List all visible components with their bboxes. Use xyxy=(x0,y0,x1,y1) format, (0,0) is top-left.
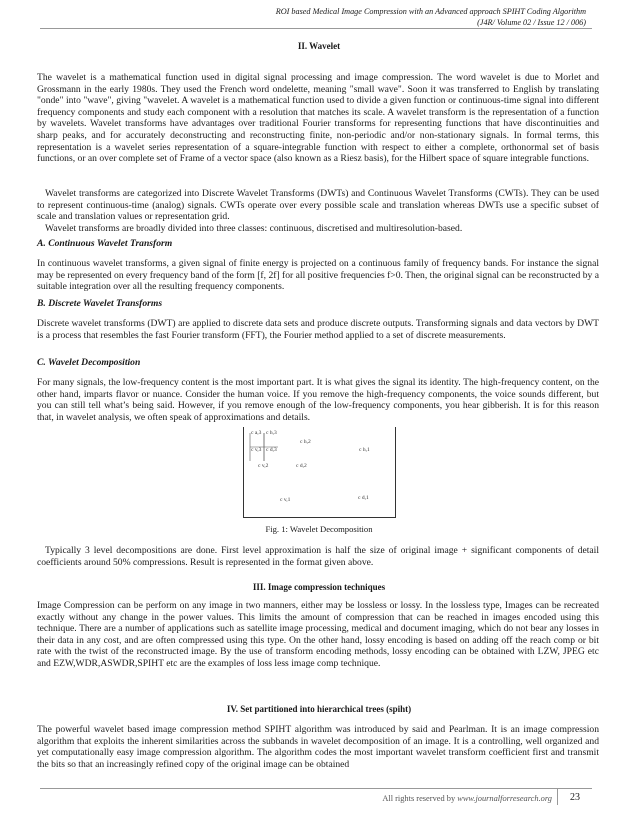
paragraph-continuous: In continuous wavelet transforms, a given signal of finite energy is projected on a continuous family of frequency bands. For instance the signal may be represented on every frequency band of the form [f, 2f] for all positive frequencies f>0. Then, the original signal can be reconstructed by a suitable integration over all the resulting frequency components. xyxy=(37,258,599,293)
paragraph-wavelet-classes: Wavelet transforms are broadly divided into three classes: continuous, discretised and multiresolution-based. xyxy=(45,223,463,234)
label-h1: c h,1 xyxy=(359,447,370,453)
section-heading-wavelet: II. Wavelet xyxy=(297,41,341,51)
label-v3: c v,3 xyxy=(251,447,262,453)
running-header xyxy=(276,6,586,28)
decomposition-grid xyxy=(244,427,395,517)
footer-rule xyxy=(40,788,592,789)
subsection-heading-b: B. Discrete Wavelet Transforms xyxy=(37,298,163,309)
paragraph-three-level: Typically 3 level decompositions are done. First level approximation is half the size of original image + significant components of detail coefficients around 50% compressions. Result is represented in the format given above. xyxy=(37,545,599,568)
label-v1: c v,1 xyxy=(280,497,291,503)
page-number: 23 xyxy=(557,789,592,805)
paragraph-discrete: Discrete wavelet transforms (DWT) are applied to discrete data sets and produce discrete outputs. Transforming signals and data vectors by DWT is a process that resembles the fast Fourier transform (FFT), the Fourier method applied to a set of discrete measurements. xyxy=(37,318,599,341)
label-v2: c v,2 xyxy=(258,463,269,469)
figure-caption: Fig. 1: Wavelet Decomposition xyxy=(265,524,373,534)
label-d2: c d,2 xyxy=(296,463,307,469)
journal-link[interactable]: www.journalforresearch.org xyxy=(457,794,552,803)
header-title: ROI based Medical Image Compression with an Advanced approach SPIHT Coding Algorithm xyxy=(275,7,586,16)
paragraph-wavelet-types: Wavelet transforms are categorized into Discrete Wavelet Transforms (DWTs) and Continuous Wavelet Transforms (CWTs). They can be used to represent continuous-time (analog) signals. CWTs operate over every possible scale and translation whereas DWTs use a specific subset of scale and translation values or representation grid. xyxy=(37,188,599,223)
section-heading-spiht: IV. Set partitioned into hierarchical trees (spiht) xyxy=(226,704,412,714)
section-heading-image-compression: III. Image compression techniques xyxy=(252,582,386,592)
paragraph-wavelet-intro: The wavelet is a mathematical function used in digital signal processing and image compression. The word wavelet is due to Morlet and Grossmann in the early 1980s. They used the French word ondelette, meaning "small wave". Soon it was transferred to English by translating "onde" into "wave", giving "wavelet. A wavelet is a mathematical function used to divide a given function or continuous-time signal into different frequency components and study each component with a resolution that matches its scale. A wavelet transform is the representation of a function by wavelets. Wavelet transforms have advantages over traditional Fourier transforms for representing functions that have discontinuities and sharp peaks, and for accurately deconstructing and reconstructing finite, non-periodic and/or non-stationary signals. In formal terms, this representation is a wavelet series representation of a square-integrable function with respect to either a complete, orthonormal set of basis functions, or an over complete set of Frame of a vector space (also known as a Riesz basis), for the Hilbert space of square integrable functions. xyxy=(37,72,599,165)
paragraph-compression: Image Compression can be perform on any image in two manners, either may be lossless or lossy. In the lossless type, Images can be recreated exactly without any change in the power values. This limits the amount of compression that can be reached in images encoded using this technique. There are a number of applications such as satellite image processing, medical and document imaging, which do not bear any losses in their data in any cost, and are often compressed using this type. On the other hand, lossy encoding is based on adding off the reach comp or bit rate with the twist of the reconstructed image. By the use of transform encoding methods, lossy encoding can be obtained with LZW, JPEG etc and EZW,WDR,ASWDR,SPIHT etc are the examples of loss less image comp technique. xyxy=(37,600,599,669)
header-issue: (J4R/ Volume 02 / Issue 12 / 006) xyxy=(477,18,586,27)
footer-rights xyxy=(382,794,552,803)
header-rule xyxy=(40,28,592,29)
label-a3: c a,3 xyxy=(251,430,262,436)
label-d3: c d,3 xyxy=(266,447,277,453)
wavelet-decomposition-figure xyxy=(243,427,396,518)
paragraph-spiht: The powerful wavelet based image compression method SPIHT algorithm was introduced by said and Pearlman. It is an image compression algorithm that exploits the inherent similarities across the subbands in wavelet decomposition of an image. It is a controlling, well organized and yet computationally easy image compression algorithm. The algorithm codes the most important wavelet transform coefficient first and transmit the bits so that an increasingly refined copy of the original image can be obtained xyxy=(37,724,599,770)
rights-text: All rights reserved by xyxy=(382,794,456,803)
label-h2: c h,2 xyxy=(300,439,311,445)
label-h3: c h,3 xyxy=(266,430,277,436)
subsection-heading-a: A. Continuous Wavelet Transform xyxy=(37,238,173,249)
subsection-heading-c: C. Wavelet Decomposition xyxy=(37,357,141,368)
paragraph-decomposition: For many signals, the low-frequency content is the most important part. It is what gives the signal its identity. The high-frequency content, on the other hand, imparts flavor or nuance. Consider the human voice. If you remove the high-frequency components, the voice sounds different, but you can still tell what’s being said. However, if you remove enough of the low-frequency components, you hear gibberish. It is for this reason that, in wavelet analysis, we often speak of approximations and details. xyxy=(37,377,599,423)
label-d1: c d,1 xyxy=(358,495,369,501)
